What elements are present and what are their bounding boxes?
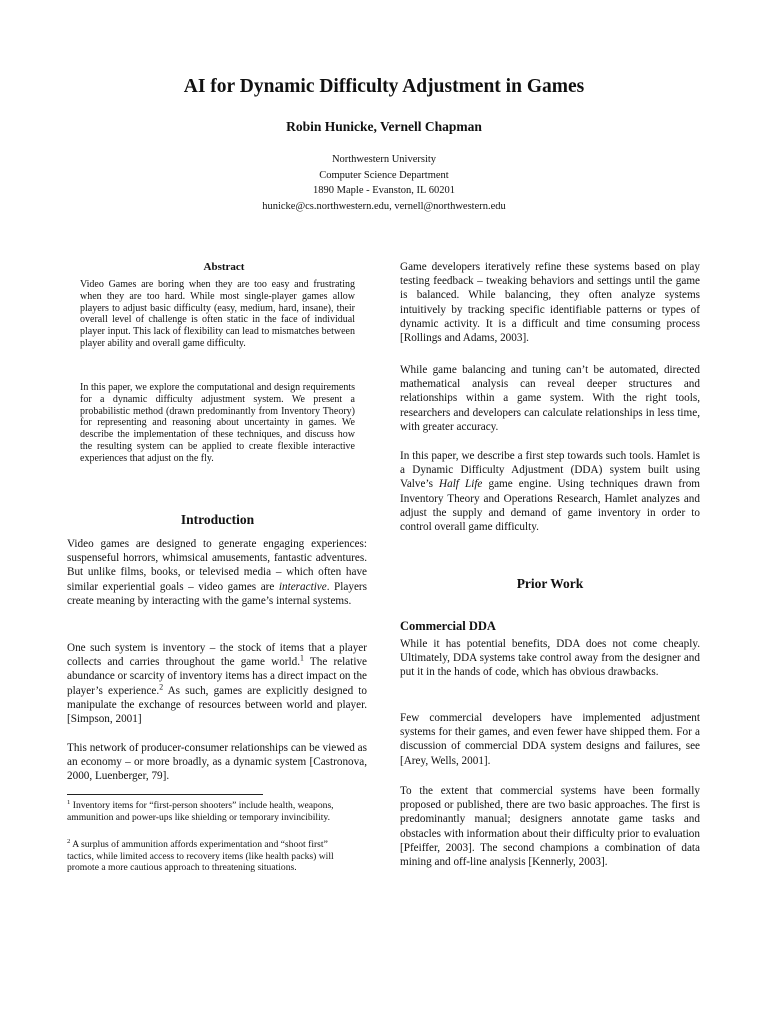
right-paragraph-6: To the extent that commercial systems have been formally proposed or published, there are two basic approaches. The first is predominantly manual; designers annotate game tasks and obstacles with information about their difficulty prior to evaluation [Pfeiffer, 2003]. The second champions a combination of data mining and off-line analysis [Kennerly, 2003]. bbox=[400, 785, 700, 869]
intro-emphasis: interactive bbox=[278, 580, 327, 593]
commercial-dda-heading: Commercial DDA bbox=[400, 619, 496, 633]
abstract-heading: Abstract bbox=[203, 261, 245, 273]
footnote-ref-2: 2 bbox=[159, 681, 164, 691]
right-paragraph-1: Game developers iteratively refine these systems based on play testing feedback – tweaking behaviors and settings until the game is balanced. While balancing, they often analyze systems intuitively by tracking specific identifiable patterns or types of dynamic activity. It is a difficult and time consuming process [Rollings and Adams, 2003]. bbox=[400, 261, 700, 345]
paper-title: AI for Dynamic Difficulty Adjustment in Games bbox=[183, 76, 585, 97]
right-paragraph-2: While game balancing and tuning can’t be automated, directed mathematical analysis can reveal deeper structures and relationships within a game system. With the right tools, researchers and developers can calculate relationships in less time, with greater accuracy. bbox=[400, 364, 700, 433]
affiliation-university: Northwestern University bbox=[331, 154, 437, 165]
paper-authors: Robin Hunicke, Vernell Chapman bbox=[286, 119, 482, 134]
affiliation-address: 1890 Maple - Evanston, IL 60201 bbox=[313, 185, 455, 196]
intro-paragraph-3: This network of producer-consumer relationships can be viewed as an economy – or more broadly, as a dynamic system [Castronova, 2000, Luenberger, 79]. bbox=[67, 742, 367, 783]
abstract-paragraph-1: Video Games are boring when they are too easy and frustrating when they are too hard. While most single-player games allow players to adjust basic difficulty (easy, medium, hard, insane), their overall level of challenge is often static in the face of individual player input. This lack of flexibility can lead to mismatches between player ability and overall game difficulty. bbox=[80, 279, 355, 349]
prior-work-heading: Prior Work bbox=[516, 576, 584, 591]
affiliation-block bbox=[0, 152, 768, 214]
footnote-divider bbox=[67, 794, 263, 795]
footnote-ref-1: 1 bbox=[300, 653, 304, 663]
right-paragraph-3: In this paper, we describe a first step towards such tools. Hamlet is a Dynamic Difficulty Adjustment (DDA) system built using Valve’s Half Life game engine. Using techniques drawn from Inventory Theory and Operations Research, Hamlet analyzes and adjust the supply and demand of game inventory in order to control overall game difficulty. bbox=[400, 450, 700, 534]
intro-paragraph-1: Video games are designed to generate engaging experiences: suspenseful horrors, whimsical amusements, fantastic adventures. But unlike films, books, or televised media – which often have similar experiential goals – video games are interactive. Players create meaning by interacting with the game’s internal systems. bbox=[67, 538, 367, 607]
right-paragraph-4: While it has potential benefits, DDA does not come cheaply. Ultimately, DDA systems take control away from the designer and put it in the hands of code, which has obvious drawbacks. bbox=[400, 638, 700, 679]
footnote-2: $^2$ A surplus of ammunition affords experimentation and “shoot first” tactics, while limited access to recovery items (like health packs) will promote a more cautious approach to threatening situations. bbox=[67, 837, 334, 874]
half-life-emphasis: Half Life bbox=[439, 478, 483, 491]
affiliation-department: Computer Science Department bbox=[319, 169, 449, 181]
right-paragraph-5: Few commercial developers have implemented adjustment systems for their games, and even fewer have shipped them. For a discussion of commercial DDA system designs and failures, see [Arey, Wells, 2001]. bbox=[400, 712, 700, 767]
affiliation-emails: hunicke@cs.northwestern.edu, vernell@northwestern.edu bbox=[262, 200, 506, 212]
abstract-paragraph-2: In this paper, we explore the computational and design requirements for a dynamic difficulty adjustment system. We present a probabilistic method (drawn predominantly from Inventory Theory) for representing and reasoning about uncertainty in games. We describe the implementation of these techniques, and discuss how the resulting system can be applied to create flexible interactive experiences that adjust on the fly. bbox=[80, 382, 355, 464]
footnote-1: $^1$ Inventory items for “first-person shooters” include health, weapons, ammunition and power-ups like shielding or temporary invincibility. bbox=[67, 798, 334, 823]
intro-paragraph-2: One such system is inventory – the stock of items that a player collects and carries throughout the game world.$^1$ The relative abundance or scarcity of inventory items has a direct impact on the player’s experience.$^2$ As such, games are explicitly designed to manipulate the exchange of resources between world and player. [Simpson, 2001] bbox=[67, 642, 367, 726]
introduction-heading: Introduction bbox=[180, 512, 255, 527]
